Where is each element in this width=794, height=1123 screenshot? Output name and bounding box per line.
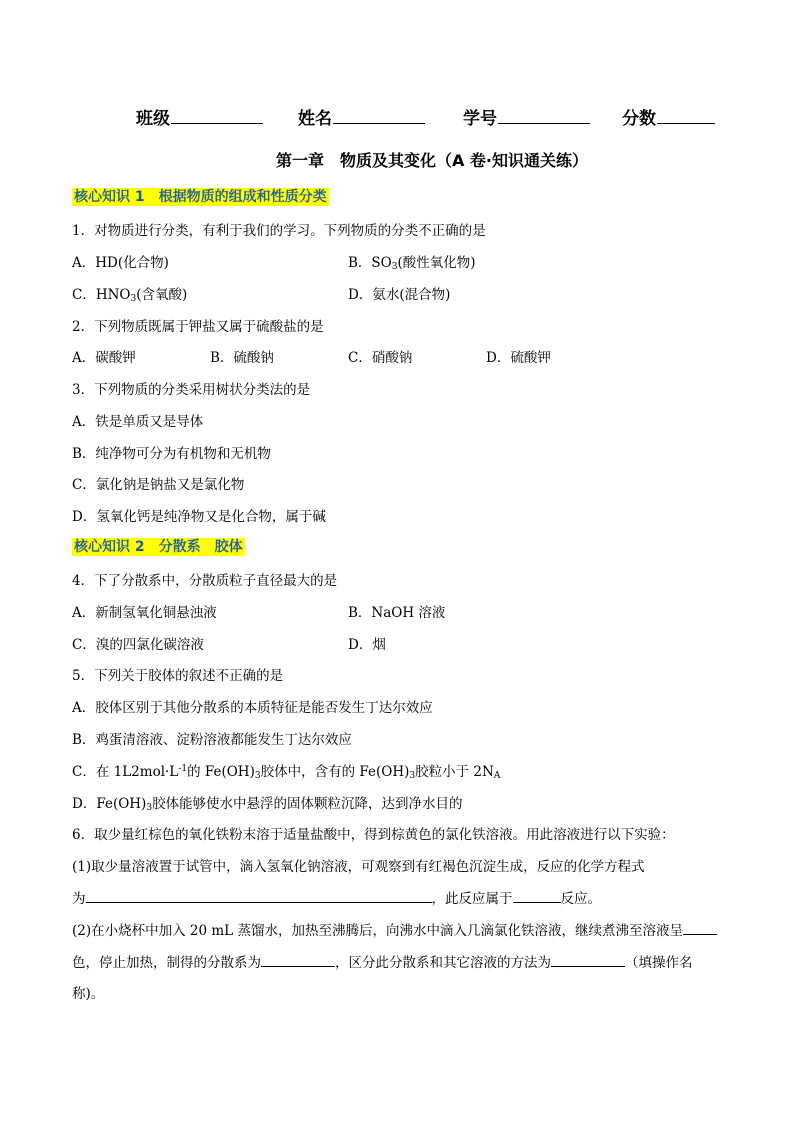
question-1-option-d: D．氨水(混合物) [348, 287, 451, 303]
question-6-part-1-line-2: 为 ，此反应属于 反应。 [72, 887, 601, 907]
question-4-stem: 4．下了分散系中，分散质粒子直径最大的是 [72, 573, 338, 589]
question-6-part-1-line-1: (1)取少量溶液置于试管中，滴入氢氧化钠溶液，可观察到有红褐色沉淀生成，反应的化学方程式 [72, 859, 645, 875]
question-1-option-c: C．$HNO_3$(含氧酸) [72, 287, 188, 304]
section-heading-1: 核心知识 1 根据物质的组成和性质分类 [74, 189, 327, 205]
score-field [622, 104, 715, 129]
color-blank [683, 920, 717, 935]
score-blank [657, 106, 715, 124]
question-1-option-a: A．HD(化合物) [72, 255, 169, 271]
name-field [298, 104, 425, 129]
class-field [136, 104, 263, 129]
question-4-option-a: A．新制氢氧化铜悬浊液 [72, 605, 217, 621]
question-3-option-a: A．铁是单质又是导体 [72, 414, 204, 430]
question-2-option-d: D．硫酸钾 [486, 350, 551, 366]
question-1-stem: 1．对物质进行分类，有利于我们的学习。下列物质的分类不正确的是 [72, 223, 486, 239]
question-3-stem: 3．下列物质的分类采用树状分类法的是 [72, 382, 311, 398]
name-label: 姓名 [298, 109, 332, 129]
question-5-option-d: D．$Fe(OH)_3$胶体能够使水中悬浮的固体颗粒沉降，达到净水目的 [72, 796, 463, 813]
question-6-stem: 6．取少量红棕色的氧化铁粉末溶于适量盐酸中，得到棕黄色的氯化铁溶液。用此溶液进行以下实验： [72, 827, 675, 843]
student-id-label: 学号 [463, 109, 497, 129]
question-5-option-a: A．胶体区别于其他分散系的本质特征是能否发生丁达尔效应 [72, 700, 433, 716]
question-6-part-2-line-2: 色，停止加热，制得的分散系为 ，区分此分散系和其它溶液的方法为 （填操作名 [72, 951, 693, 971]
question-3-option-b: B．纯净物可分为有机物和无机物 [72, 446, 271, 462]
method-blank [551, 952, 625, 967]
reaction-type-blank [513, 888, 561, 903]
page-title: 第一章 物质及其变化（A 卷·知识通关练） [275, 151, 589, 170]
question-1-option-b: B．$SO_3$(酸性氧化物) [348, 255, 476, 272]
question-4-option-b: B．NaOH 溶液 [348, 605, 446, 621]
question-3-option-c: C．氯化钠是钠盐又是氯化物 [72, 477, 245, 493]
question-6-part-2-line-1: (2)在小烧杯中加入 20 mL 蒸馏水，加热至沸腾后，向沸水中滴入几滴氯化铁溶液，继续煮沸至溶液呈 [72, 919, 717, 939]
question-2-option-a: A．碳酸钾 [72, 350, 136, 366]
question-3-option-d: D．氢氧化钙是纯净物又是化合物，属于碱 [72, 509, 326, 525]
class-blank [171, 106, 263, 124]
name-blank [333, 106, 425, 124]
student-id-blank [498, 106, 590, 124]
question-5-option-b: B．鸡蛋清溶液、淀粉溶液都能发生丁达尔效应 [72, 732, 352, 748]
dispersion-system-blank [261, 952, 335, 967]
question-4-option-c: C．溴的四氯化碳溶液 [72, 637, 204, 653]
section-heading-2: 核心知识 2 分散系 胶体 [74, 539, 243, 555]
equation-blank [86, 888, 432, 903]
question-4-option-d: D．烟 [348, 637, 386, 653]
student-id-field [463, 104, 590, 129]
question-2-stem: 2．下列物质既属于钾盐又属于硫酸盐的是 [72, 319, 324, 335]
question-2-option-c: C．硝酸钠 [348, 350, 413, 366]
question-2-option-b: B．硫酸钠 [210, 350, 274, 366]
score-label: 分数 [622, 109, 656, 129]
class-label: 班级 [136, 109, 170, 129]
question-6-part-2-line-3: 称)。 [72, 986, 105, 1002]
question-5-option-c: C．在 $1L2mol\cdot L^{-1}$的 $Fe(OH)_3$胶体中，含有的 $Fe(OH)_3$胶粒小于 $2N_A$ [72, 764, 501, 781]
question-5-stem: 5．下列关于胶体的叙述不正确的是 [72, 668, 284, 684]
